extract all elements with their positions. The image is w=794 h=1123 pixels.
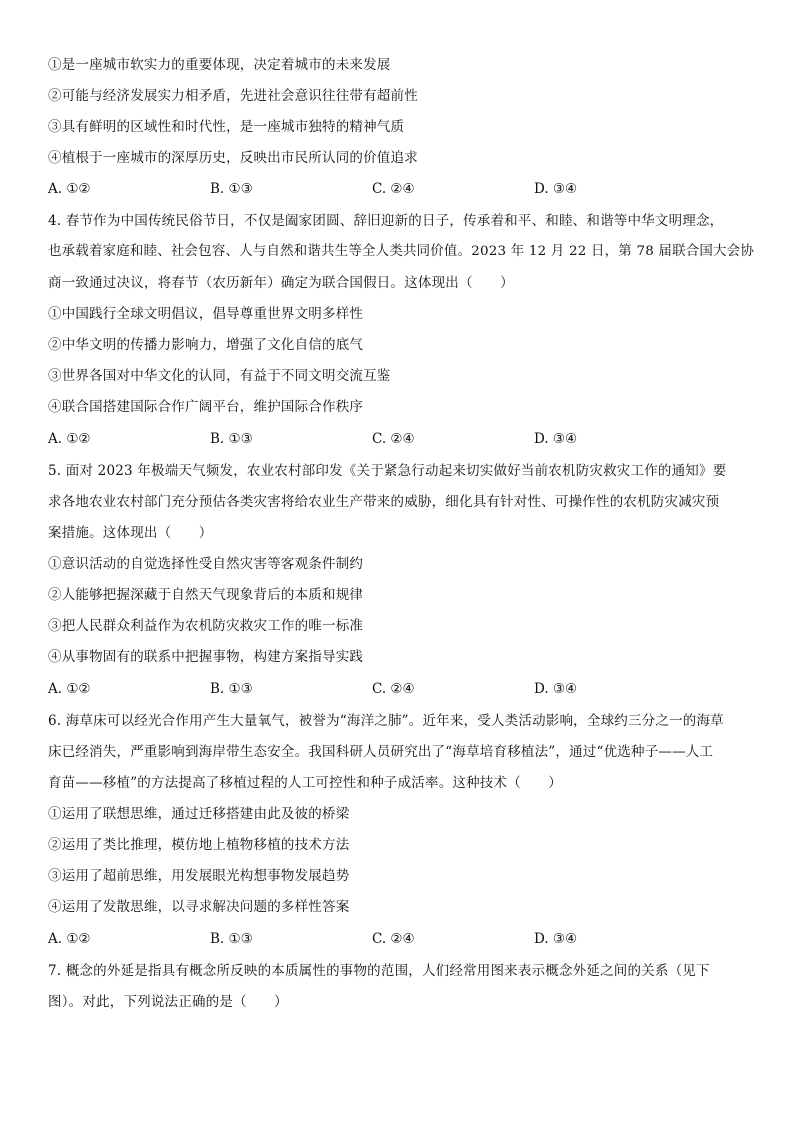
q5-option-b: B. ①③ xyxy=(210,681,253,697)
q5-statement-1: ①意识活动的自觉选择性受自然灾害等客观条件制约 xyxy=(48,556,364,572)
q5-option-c: C. ②④ xyxy=(372,681,415,697)
q4-stem-line-2: 也承载着家庭和睦、社会包容、人与自然和谐共生等全人类共同价值。2023 年 12 月 22 日，第 78 届联合国大会协 xyxy=(48,244,755,259)
q4-option-c: C. ②④ xyxy=(372,431,415,447)
q3-option-c: C. ②④ xyxy=(372,181,415,197)
q4-statement-4: ④联合国搭建国际合作广阔平台，维护国际合作秩序 xyxy=(48,399,364,415)
q6-statement-2: ②运用了类比推理，模仿地上植物移植的技术方法 xyxy=(48,837,350,853)
q6-stem-line-1: 6. 海草床可以经光合作用产生大量氧气，被誉为“海洋之肺”。近年来，受人类活动影响，全球约三分之一的海草 xyxy=(48,713,724,729)
q3-option-d: D. ③④ xyxy=(534,181,578,197)
q6-stem-line-2: 床已经消失，严重影响到海岸带生态安全。我国科研人员研究出了“海草培育移植法”，通过“优选种子——人工 xyxy=(48,744,714,760)
q5-option-d: D. ③④ xyxy=(534,681,578,697)
q6-statement-4: ④运用了发散思维，以寻求解决问题的多样性答案 xyxy=(48,899,350,915)
q4-stem-line-3: 商一致通过决议，将春节（农历新年）确定为联合国假日。这体现出（ ） xyxy=(48,275,514,291)
q3-statement-1: ①是一座城市软实力的重要体现，决定着城市的未来发展 xyxy=(48,57,391,73)
q4-statement-2: ②中华文明的传播力影响力，增强了文化自信的底气 xyxy=(48,337,364,353)
q5-statement-4: ④从事物固有的联系中把握事物，构建方案指导实践 xyxy=(48,649,364,665)
q5-statement-3: ③把人民群众利益作为农机防灾救灾工作的唯一标准 xyxy=(48,618,364,634)
q4-option-b: B. ①③ xyxy=(210,431,253,447)
q5-statement-2: ②人能够把握深藏于自然天气现象背后的本质和规律 xyxy=(48,587,364,603)
q5-stem-line-1: 5. 面对 2023 年极端天气频发，农业农村部印发《关于紧急行动起来切实做好当前农机防灾救灾工作的通知》要 xyxy=(48,463,727,479)
q5-stem-line-3: 案措施。这体现出（ ） xyxy=(48,525,213,541)
q5-options xyxy=(48,680,748,698)
q7-stem-line-2: 图）。对此，下列说法正确的是（ ） xyxy=(48,994,288,1010)
q6-statement-3: ③运用了超前思维，用发展眼光构想事物发展趋势 xyxy=(48,868,350,884)
q4-statement-1: ①中国践行全球文明倡议，倡导尊重世界文明多样性 xyxy=(48,306,364,322)
q3-statement-4: ④植根于一座城市的深厚历史，反映出市民所认同的价值追求 xyxy=(48,150,418,166)
q6-option-a: A. ①② xyxy=(48,931,91,947)
q6-statement-1: ①运用了联想思维，通过迁移搭建由此及彼的桥梁 xyxy=(48,806,350,822)
q6-option-b: B. ①③ xyxy=(210,931,253,947)
q6-option-c: C. ②④ xyxy=(372,931,415,947)
q6-stem-line-3: 育苗——移植”的方法提高了移植过程的人工可控性和种子成活率。这种技术（ ） xyxy=(48,775,563,791)
q3-option-b: B. ①③ xyxy=(210,181,253,197)
q4-option-a: A. ①② xyxy=(48,431,91,447)
q4-stem-line-1: 4. 春节作为中国传统民俗节日，不仅是阖家团圆、辞旧迎新的日子，传承着和平、和睦、和谐等中华文明理念， xyxy=(48,213,724,229)
q4-statement-3: ③世界各国对中华文化的认同，有益于不同文明交流互鉴 xyxy=(48,368,391,384)
q3-option-a: A. ①② xyxy=(48,181,91,197)
q3-options xyxy=(48,180,748,198)
q6-options xyxy=(48,930,748,948)
q3-statement-3: ③具有鲜明的区域性和时代性，是一座城市独特的精神气质 xyxy=(48,119,405,135)
q3-statement-2: ②可能与经济发展实力相矛盾，先进社会意识往往带有超前性 xyxy=(48,88,418,104)
q4-options xyxy=(48,430,748,448)
q6-option-d: D. ③④ xyxy=(534,931,578,947)
q5-stem-line-2: 求各地农业农村部门充分预估各类灾害将给农业生产带来的威胁，细化具有针对性、可操作性的农机防灾减灾预 xyxy=(48,494,720,510)
q5-option-a: A. ①② xyxy=(48,681,91,697)
q7-stem-line-1: 7. 概念的外延是指具有概念所反映的本质属性的事物的范围，人们经常用图来表示概念外延之间的关系（见下 xyxy=(48,963,710,979)
q4-option-d: D. ③④ xyxy=(534,431,578,447)
